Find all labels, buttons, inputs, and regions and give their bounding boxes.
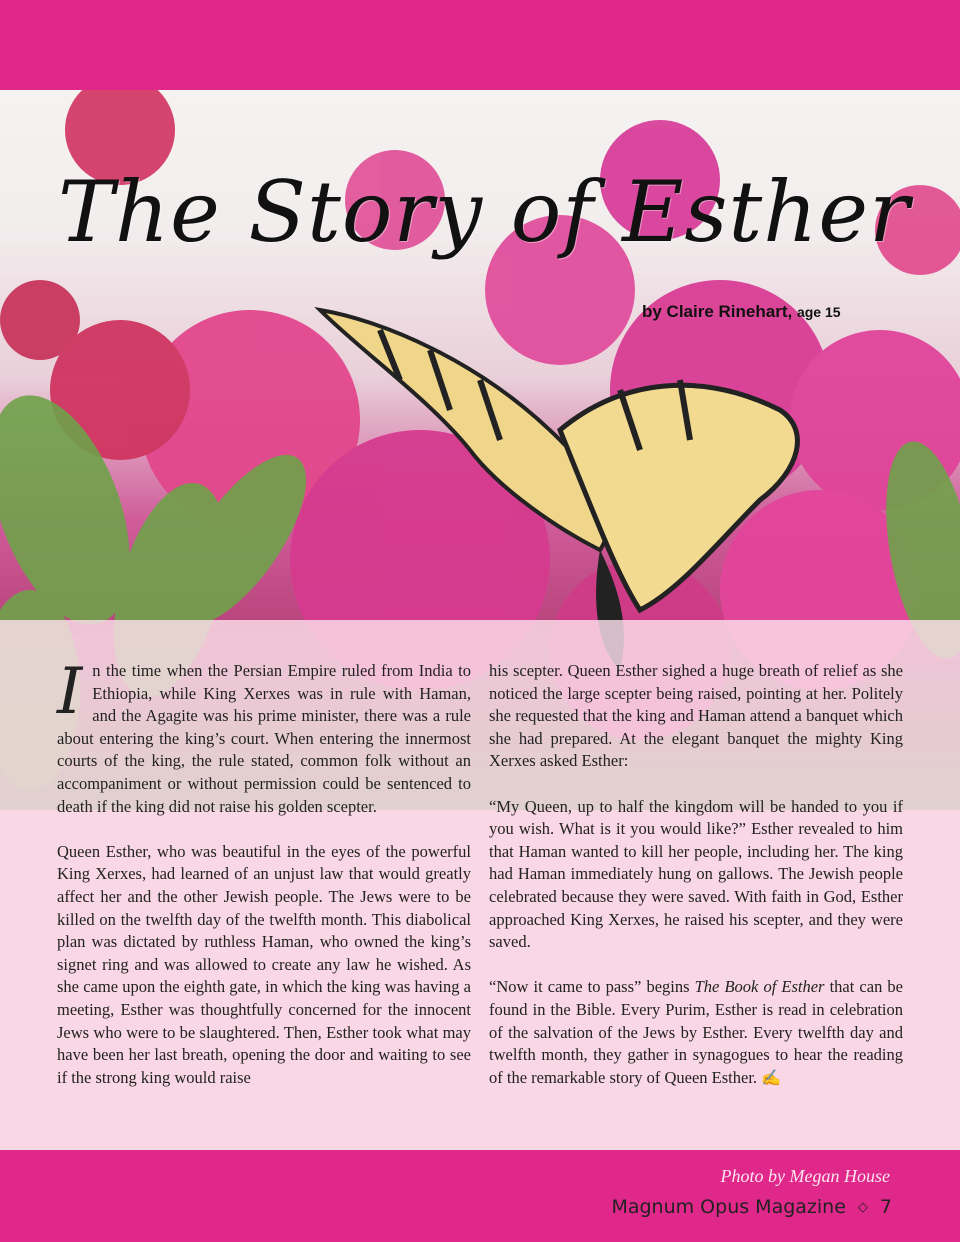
article-paragraph-final	[489, 976, 903, 1090]
diamond-separator-icon: ◇	[857, 1200, 868, 1215]
byline-age: age 15	[796, 304, 841, 320]
byline-author: by Claire Rinehart,	[642, 302, 793, 321]
article-paragraph: Queen Esther, who was beautiful in the eyes of the powerful King Xerxes, had learned of an unjust law that would greatly affect her and the other Jewish people. The Jews were to be killed on the twelfth day of the twelfth month. This diabolical plan was dictated by ruthless Haman, who owned the king’s signet ring and was allowed to create any law he wished. As she came upon the eighth gate, in which the king was having a meeting, Esther was thoughtfully concerned for the innocent Jews who were to be slaughtered. Then, Esther took what may have been her last breath, opening the door and waiting to see if the strong king would raise	[57, 841, 471, 1087]
book-title: The Book of Esther	[694, 977, 825, 997]
article-paragraph: his scepter. Queen Esther sighed a huge breath of relief as she noticed the large scepter being raised, pointing at her. Politely she requested that the king and Haman attend a banquet which she had prepared. At the elegant banquet the mighty King Xerxes asked Esther:	[489, 661, 903, 771]
paragraph-text: “Now it came to pass” begins	[489, 977, 695, 997]
article-paragraph: “My Queen, up to half the kingdom will be handed to you if you wish. What is it you would like?” Esther revealed to him that Haman wanted to kill her people, including her. The king had Haman immediately hung on gallows. The Jewish people celebrated because they were saved. With faith in God, Esther approached King Xerxes, he raised his scepter, and they were saved.	[489, 796, 903, 952]
article-column-right	[489, 660, 903, 1113]
drop-cap: I	[57, 655, 83, 729]
magazine-name: Magnum Opus Magazine	[611, 1196, 846, 1218]
top-accent-bar	[0, 0, 960, 90]
footer-magazine-info	[611, 1196, 892, 1218]
article-column-left	[57, 655, 471, 1112]
quill-end-mark-icon: ✍	[761, 1069, 782, 1087]
photo-credit: Photo by Megan House	[720, 1166, 890, 1186]
byline	[642, 302, 841, 322]
article-title: The Story of Esther	[58, 163, 911, 261]
page-number: 7	[879, 1196, 892, 1218]
paragraph-text: n the time when the Persian Empire ruled from India to Ethiopia, while King Xerxes was in rule with Haman, and the Agagite was his prime minister, there was a rule about entering the king’s court. When entering the innermost courts of the king, the rule stated, common folk without an accompaniment or without permission could be sentenced to death if the king did not raise his golden scepter.	[57, 661, 471, 816]
article-paragraph	[57, 655, 471, 818]
paragraph-text: that can be found in the Bible. Every Purim, Esther is read in celebration of the salvation of the Jews by Esther. Every twelfth day and twelfth month, they gather in synagogues to hear the reading of the remarkable story of Queen Esther.	[489, 977, 903, 1087]
